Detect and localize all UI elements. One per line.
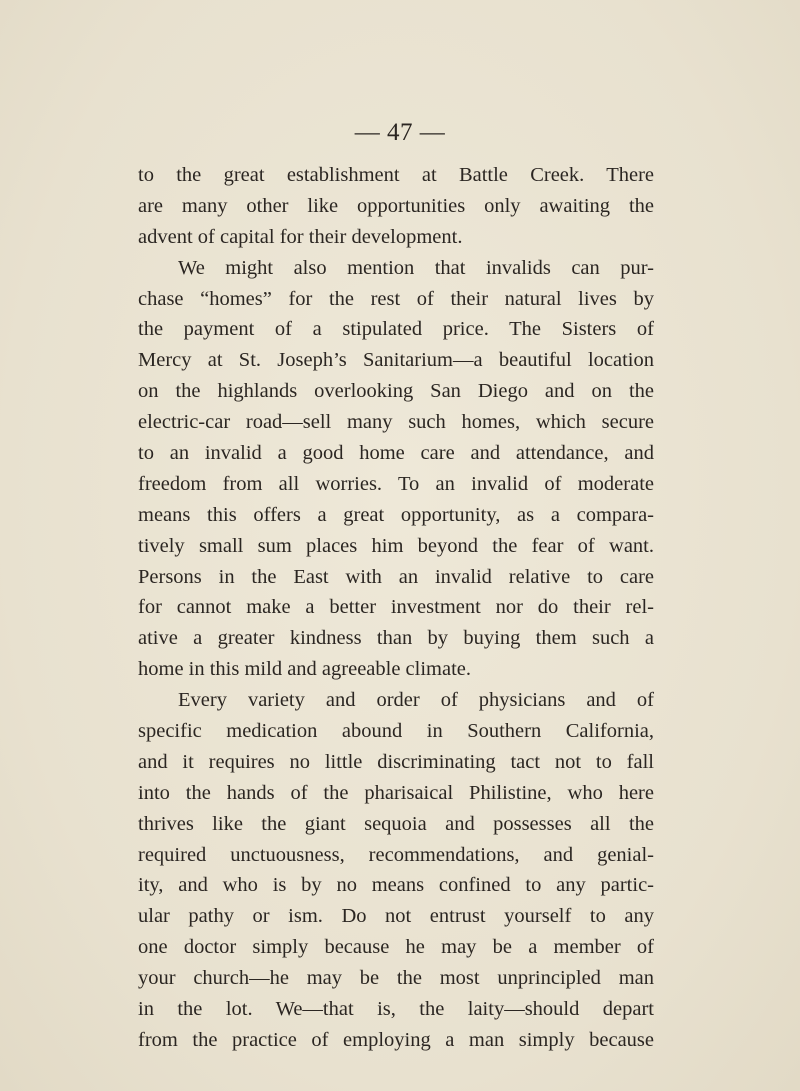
- text-line: means this offers a great opportunity, as a compara-: [138, 503, 654, 526]
- text-line: Persons in the East with an invalid relative to care: [138, 565, 654, 588]
- page-number: — 47 —: [354, 119, 446, 146]
- text-line: your church—he may be the most unprincipled man: [138, 967, 654, 990]
- text-line: to the great establishment at Battle Creek. There: [138, 164, 654, 186]
- text-line: tively small sum places him beyond the fear of want.: [138, 534, 654, 557]
- text-line: electric-car road—sell many such homes, which secure: [138, 411, 654, 434]
- text-line: into the hands of the pharisaical Philistine, who here: [138, 781, 654, 804]
- text-line: to an invalid a good home care and attendance, and: [138, 442, 654, 465]
- text-line: required unctuousness, recommendations, and genial-: [138, 843, 654, 866]
- text-line: and it requires no little discriminating tact not to fall: [138, 750, 654, 773]
- text-line: on the highlands overlooking San Diego and on the: [138, 380, 654, 403]
- text-line: advent of capital for their development.: [138, 225, 463, 248]
- text-line: We might also mention that invalids can pur-: [178, 256, 654, 279]
- text-line: from the practice of employing a man simply because: [138, 1028, 654, 1051]
- text-line: specific medication abound in Southern California,: [138, 720, 654, 743]
- text-line: one doctor simply because he may be a member of: [138, 936, 654, 959]
- text-line: Mercy at St. Joseph’s Sanitarium—a beautiful location: [138, 349, 654, 372]
- text-line: the payment of a stipulated price. The Sisters of: [138, 318, 654, 341]
- text-line: ular pathy or ism. Do not entrust yourself to any: [138, 905, 654, 928]
- text-line: for cannot make a better investment nor do their rel-: [138, 596, 654, 619]
- text-line: Every variety and order of physicians and of: [178, 689, 654, 712]
- body-text: [138, 160, 654, 1056]
- text-line: freedom from all worries. To an invalid of moderate: [138, 472, 654, 495]
- text-line: in the lot. We—that is, the laity—should depart: [138, 998, 654, 1021]
- text-line: ative a greater kindness than by buying them such a: [138, 627, 654, 650]
- text-line: ity, and who is by no means confined to any partic-: [138, 874, 654, 897]
- text-line: thrives like the giant sequoia and possesses all the: [138, 812, 654, 835]
- text-line: chase “homes” for the rest of their natural lives by: [138, 287, 654, 310]
- text-line: home in this mild and agreeable climate.: [138, 658, 472, 681]
- text-line: are many other like opportunities only awaiting the: [138, 194, 654, 217]
